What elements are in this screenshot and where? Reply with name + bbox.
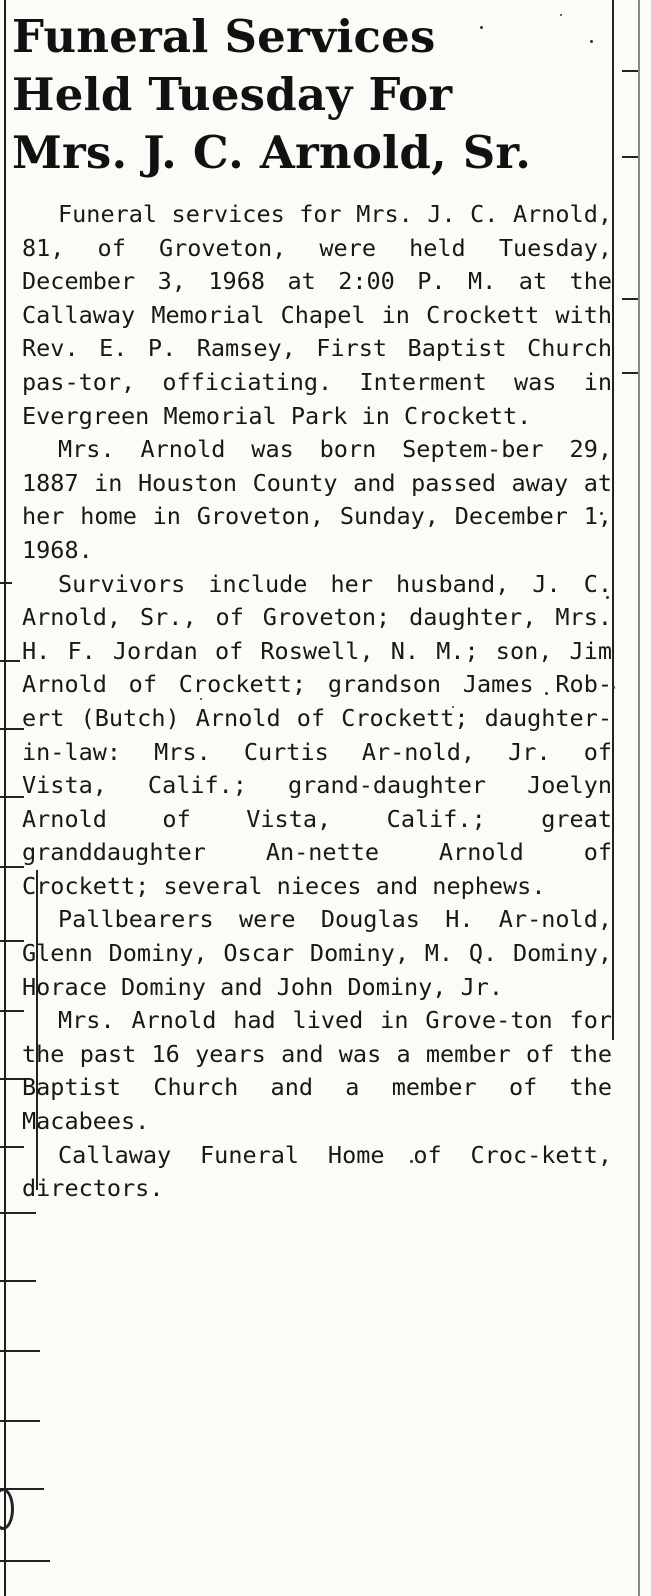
paragraph-services: Funeral services for Mrs. J. C. Arnold, 81, of Groveton, were held Tuesday, December 3, 1968 at 2:00 P. M. at the Callaway Memorial Chapel in Crockett with Rev. E. P. Ramsey, First Baptist Church pas-tor, officiating. Interment was in Evergreen Memorial Park in Crockett. xyxy=(22,200,612,430)
edge-tick xyxy=(622,298,638,300)
edge-tick xyxy=(622,156,638,158)
headline-line-1: Funeral Services xyxy=(12,10,436,63)
edge-tick xyxy=(0,1280,36,1282)
edge-tick xyxy=(622,372,638,374)
edge-tick xyxy=(0,796,24,798)
paragraph-residence: Mrs. Arnold had lived in Grove-ton for the past 16 years and was a member of the Baptist Church and a member of the Macabees. xyxy=(22,1006,612,1136)
edge-tick xyxy=(0,1420,40,1422)
edge-tick xyxy=(0,728,24,730)
edge-tick xyxy=(622,70,638,72)
edge-tick xyxy=(0,582,12,584)
edge-tick xyxy=(0,660,20,662)
paragraph-survivors: Survivors include her husband, J. C. Arnold, Sr., of Groveton; daughter, Mrs. H. F. Jordan of Roswell, N. M.; son, Jim Arnold of Crockett; grandson James Rob-ert (Butch) Arnold of Crockett; daughter-in-law: Mrs. Curtis Ar-nold, Jr. of Vista, Calif.; grand-daughter Joelyn Arnold of Vista, Calif.; great granddaughter An-nette Arnold of Crockett; several nieces and nephews. xyxy=(22,569,612,900)
headline-line-3: Mrs. J. C. Arnold, Sr. xyxy=(12,126,532,179)
ink-blot xyxy=(0,1488,14,1530)
edge-tick xyxy=(0,1212,36,1214)
headline-line-2: Held Tuesday For xyxy=(12,68,453,121)
paragraph-pallbearers: Pallbearers were Douglas H. Ar-nold, Glenn Dominy, Oscar Dominy, M. Q. Dominy, Horace Dominy and John Dominy, Jr. xyxy=(22,905,612,1001)
edge-tick xyxy=(0,1010,24,1012)
left-column-rule xyxy=(4,0,6,1596)
edge-tick xyxy=(0,940,24,942)
ink-speck xyxy=(612,686,615,689)
page-edge-rule xyxy=(638,0,640,1596)
right-column-rule xyxy=(612,0,614,1040)
edge-tick xyxy=(0,1560,50,1562)
headline xyxy=(12,8,612,182)
edge-tick xyxy=(0,866,24,868)
edge-tick xyxy=(0,1146,24,1148)
paragraph-directors: Callaway Funeral Home of Croc-kett, directors. xyxy=(22,1140,612,1203)
edge-tick xyxy=(0,1350,40,1352)
edge-tick xyxy=(0,1078,24,1080)
paragraph-birth: Mrs. Arnold was born Septem-ber 29, 1887 in Houston County and passed away at her home in Groveton, Sunday, December 1, 1968. xyxy=(22,435,612,564)
article-body xyxy=(22,198,612,1206)
